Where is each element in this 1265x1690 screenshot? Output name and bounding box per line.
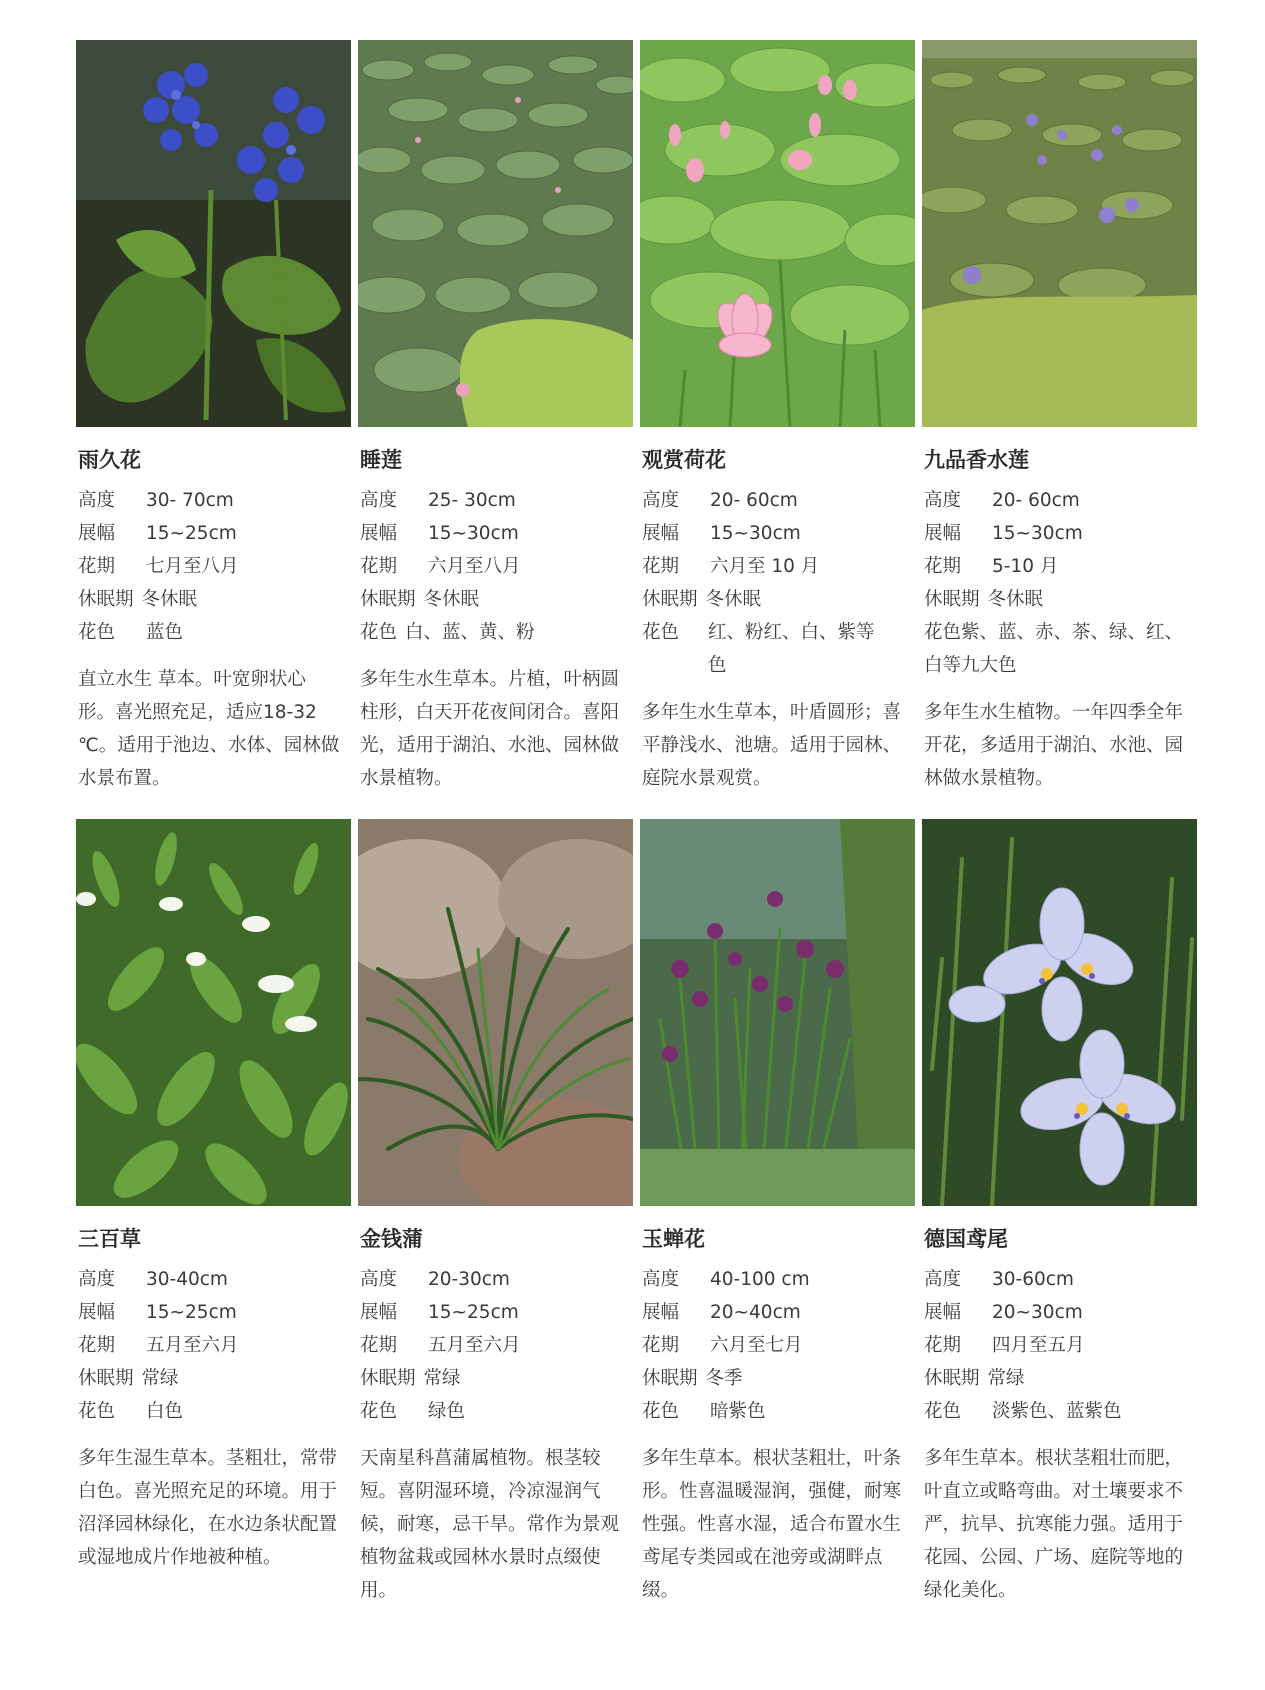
plant-name: 三百草: [78, 1227, 141, 1251]
spec-value: 暗紫色: [710, 1401, 766, 1422]
spec-value: 蓝色: [146, 622, 184, 643]
spec-value: 15~30cm: [992, 523, 1083, 544]
plant-card-2: [358, 40, 633, 795]
plant-card-5: [76, 819, 351, 1574]
spec-label: 展幅: [360, 1302, 398, 1323]
plant-name: 雨久花: [78, 448, 141, 472]
plant-card-4: [922, 40, 1197, 795]
spec-height: [78, 1263, 351, 1296]
plant-photo-lizard-tail: [76, 819, 351, 1206]
spec-label: 高度: [78, 1269, 116, 1290]
plant-card-1: [76, 40, 351, 795]
spec-value: 20- 60cm: [710, 490, 798, 511]
spec-value: 20- 60cm: [992, 490, 1080, 511]
spec-spread: [360, 1296, 633, 1329]
spec-value: 五月至六月: [146, 1335, 239, 1356]
spec-value: 五月至六月: [428, 1335, 521, 1356]
plant-description: 天南星科菖蒲属植物。根茎较短。喜阴湿环境，冷凉湿润气候，耐寒，忌干旱。常作为景观植物盆栽或园林水景时点缀使用。: [360, 1448, 620, 1601]
spec-label: 花期: [642, 556, 680, 577]
plant-description: 多年生水生草本，叶盾圆形；喜平静浅水、池塘。适用于园林、庭院水景观赏。: [642, 702, 902, 789]
spec-label: 花期: [360, 1335, 398, 1356]
spec-label: 展幅: [924, 1302, 962, 1323]
spec-dormancy: [360, 583, 633, 616]
spec-value: 常绿: [141, 1368, 179, 1389]
spec-value: 30- 70cm: [146, 490, 234, 511]
spec-label: 休眠期: [78, 589, 134, 610]
spec-color: [924, 616, 1197, 682]
plant-specs: [642, 484, 915, 682]
spec-spread: [642, 1296, 915, 1329]
spec-color: [360, 1395, 633, 1428]
spec-label: 展幅: [360, 523, 398, 544]
spec-value: 绿色: [428, 1401, 466, 1422]
spec-label: 花期: [924, 1335, 962, 1356]
spec-value: 冬休眠: [705, 589, 762, 610]
spec-value: 5-10 月: [992, 556, 1059, 577]
spec-value: 冬休眠: [987, 589, 1044, 610]
spec-label: 花色: [78, 622, 116, 643]
spec-height: [642, 1263, 915, 1296]
spec-label: 高度: [642, 490, 680, 511]
spec-label: 高度: [360, 490, 398, 511]
spec-value: 冬休眠: [141, 589, 198, 610]
spec-label: 花色: [360, 622, 398, 643]
spec-value: 冬休眠: [423, 589, 480, 610]
spec-bloom: [924, 550, 1197, 583]
spec-bloom: [360, 550, 633, 583]
spec-label: 花色: [924, 1401, 962, 1422]
spec-height: [642, 484, 915, 517]
spec-value: 20~30cm: [992, 1302, 1083, 1323]
plant-name: 金钱蒲: [360, 1227, 423, 1251]
plant-photo-japanese-iris: [640, 819, 915, 1206]
spec-value: 冬季: [705, 1368, 743, 1389]
spec-label: 休眠期: [360, 1368, 416, 1389]
spec-color: [78, 1395, 351, 1428]
spec-height: [360, 1263, 633, 1296]
plant-photo-german-iris: [922, 819, 1197, 1206]
spec-value: 30-60cm: [992, 1269, 1074, 1290]
spec-label: 高度: [924, 490, 962, 511]
spec-value: 四月至五月: [992, 1335, 1085, 1356]
plant-photo-blue-flowers: [76, 40, 351, 427]
plant-specs: [78, 1263, 351, 1428]
spec-color: [78, 616, 351, 649]
plant-specs: [78, 484, 351, 649]
plant-description: 多年生湿生草本。茎粗壮，常带白色。喜光照充足的环境。用于沼泽园林绿化，在水边条状配置或湿地成片作地被种植。: [78, 1448, 338, 1568]
spec-height: [924, 484, 1197, 517]
spec-bloom: [360, 1329, 633, 1362]
spec-value: 15~25cm: [146, 523, 237, 544]
spec-bloom: [78, 550, 351, 583]
spec-label: 高度: [78, 490, 116, 511]
plant-description: 多年生水生植物。一年四季全年开花，多适用于湖泊、水池、园林做水景植物。: [924, 702, 1184, 789]
spec-spread: [924, 517, 1197, 550]
spec-height: [924, 1263, 1197, 1296]
spec-label: 花期: [642, 1335, 680, 1356]
plant-name: 德国鸢尾: [924, 1227, 1008, 1251]
spec-label: 展幅: [642, 523, 680, 544]
spec-label: 休眠期: [924, 1368, 980, 1389]
spec-label: 休眠期: [642, 1368, 698, 1389]
plant-photo-fragrant-water-lily: [922, 40, 1197, 427]
spec-dormancy: [78, 1362, 351, 1395]
spec-value: 30-40cm: [146, 1269, 228, 1290]
spec-value: 20~40cm: [710, 1302, 801, 1323]
spec-label: 休眠期: [924, 589, 980, 610]
spec-dormancy: [78, 583, 351, 616]
spec-bloom: [78, 1329, 351, 1362]
spec-spread: [642, 517, 915, 550]
plant-name: 观赏荷花: [642, 448, 726, 472]
spec-dormancy: [924, 583, 1197, 616]
spec-label: 休眠期: [78, 1368, 134, 1389]
spec-color: [924, 1395, 1197, 1428]
spec-spread: [360, 517, 633, 550]
plant-photo-sweet-flag: [358, 819, 633, 1206]
spec-label: 高度: [642, 1269, 680, 1290]
spec-value: 15~30cm: [428, 523, 519, 544]
spec-value: 六月至 10 月: [710, 556, 820, 577]
spec-dormancy: [924, 1362, 1197, 1395]
spec-color: [360, 616, 633, 649]
plant-photo-lotus: [640, 40, 915, 427]
spec-height: [78, 484, 351, 517]
plant-card-3: [640, 40, 915, 795]
plant-specs: [642, 1263, 915, 1428]
spec-label: 展幅: [78, 1302, 116, 1323]
spec-spread: [78, 517, 351, 550]
spec-label: 休眠期: [360, 589, 416, 610]
spec-value: 七月至八月: [146, 556, 239, 577]
plant-card-8: [922, 819, 1197, 1607]
spec-label: 花色: [78, 1401, 116, 1422]
plant-description: 多年生草本。根状茎粗壮，叶条形。性喜温暖湿润，强健，耐寒性强。性喜水湿，适合布置水生鸢尾专类园或在池旁或湖畔点缀。: [642, 1448, 902, 1601]
plant-photo-water-lily-pond: [358, 40, 633, 427]
spec-label: 花期: [360, 556, 398, 577]
plant-specs: [924, 484, 1197, 682]
spec-value: 红、粉红、白、紫等色: [708, 622, 875, 676]
spec-label: 花期: [78, 556, 116, 577]
spec-value: 白、蓝、黄、粉: [405, 622, 535, 643]
spec-label: 展幅: [642, 1302, 680, 1323]
plant-description: 直立水生 草本。叶宽卵状心形。喜光照充足，适应18-32 ℃。适用于池边、水体、园林做水景布置。: [78, 669, 340, 789]
spec-bloom: [642, 1329, 915, 1362]
spec-value: 白色: [146, 1401, 184, 1422]
spec-label: 高度: [360, 1269, 398, 1290]
spec-label: 休眠期: [642, 589, 698, 610]
spec-bloom: [642, 550, 915, 583]
spec-spread: [78, 1296, 351, 1329]
spec-dormancy: [360, 1362, 633, 1395]
spec-spread: [924, 1296, 1197, 1329]
spec-label: 花色: [924, 622, 962, 643]
spec-label: 高度: [924, 1269, 962, 1290]
plant-name: 玉蝉花: [642, 1227, 705, 1251]
plant-specs: [360, 1263, 633, 1428]
spec-value: 20-30cm: [428, 1269, 510, 1290]
plant-specs: [924, 1263, 1197, 1428]
plant-card-7: [640, 819, 915, 1607]
spec-label: 花色: [360, 1401, 398, 1422]
spec-value: 淡紫色、蓝紫色: [992, 1401, 1122, 1422]
spec-value: 六月至八月: [428, 556, 521, 577]
spec-value: 15~30cm: [710, 523, 801, 544]
spec-label: 花色: [642, 1401, 680, 1422]
spec-height: [360, 484, 633, 517]
plant-description: 多年生水生草本。片植，叶柄圆柱形，白天开花夜间闭合。喜阳光，适用于湖泊、水池、园林做水景植物。: [360, 669, 620, 789]
plant-specs: [360, 484, 633, 649]
spec-label: 展幅: [924, 523, 962, 544]
spec-dormancy: [642, 1362, 915, 1395]
spec-label: 花期: [924, 556, 962, 577]
spec-dormancy: [642, 583, 915, 616]
spec-value: 40-100 cm: [710, 1269, 810, 1290]
spec-label: 花期: [78, 1335, 116, 1356]
spec-bloom: [924, 1329, 1197, 1362]
spec-value: 紫、蓝、赤、茶、绿、红、白等九大色: [924, 622, 1184, 676]
spec-color: [642, 616, 915, 682]
spec-value: 六月至七月: [710, 1335, 803, 1356]
spec-value: 25- 30cm: [428, 490, 516, 511]
plant-card-6: [358, 819, 633, 1607]
plant-description: 多年生草本。根状茎粗壮而肥，叶直立或略弯曲。对土壤要求不严，抗旱、抗寒能力强。适用于花园、公园、广场、庭院等地的绿化美化。: [924, 1448, 1184, 1601]
spec-value: 15~25cm: [428, 1302, 519, 1323]
spec-color: [642, 1395, 915, 1428]
plant-name: 九品香水莲: [924, 448, 1029, 472]
spec-label: 展幅: [78, 523, 116, 544]
spec-value: 常绿: [987, 1368, 1025, 1389]
spec-label: 花色: [642, 622, 680, 643]
spec-value: 15~25cm: [146, 1302, 237, 1323]
spec-value: 常绿: [423, 1368, 461, 1389]
plant-name: 睡莲: [360, 448, 402, 472]
